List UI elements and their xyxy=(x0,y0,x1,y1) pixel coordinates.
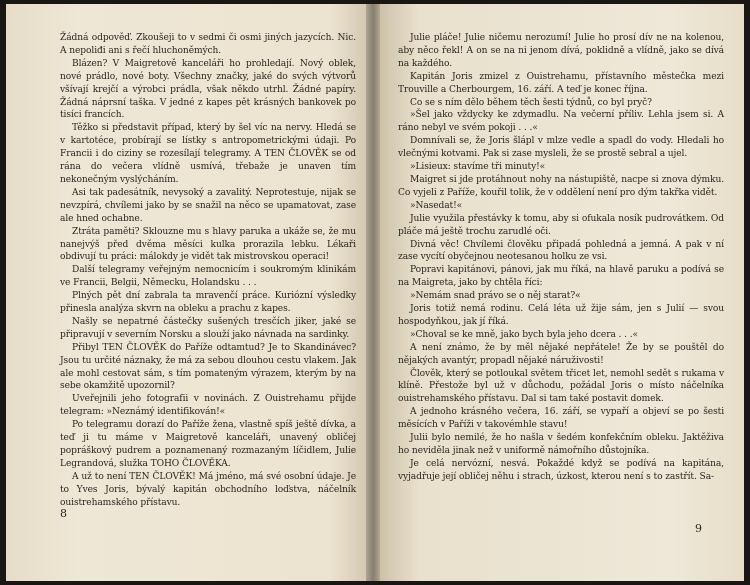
paragraph: »Choval se ke mně, jako bych byla jeho dcera . . .« xyxy=(410,329,638,340)
paragraph: Ztráta paměti? Sklouzne mu s hlavy paruka a ukáže se, že mu nanejvýš před dvěma měsíci kulka prorazila lebku. Lékaři obdivují tu práci: málokdy je vidět tak mistrovskou operaci! xyxy=(60,226,356,263)
paragraph: Blázen? V Maigretově kanceláři ho prohledají. Nový oblek, nové prádlo, nové boty. Všechny značky, jaké do svých výtvorů všívají krejčí a výrobci prádla, však někdo utrhl. Žádné papíry. Žádná náprsní taška. V jedné z kapes pět krásných bankovek po tisíci francích. xyxy=(60,58,356,121)
paragraph: Co se s ním dělo během těch šesti týdnů, co byl pryč? xyxy=(410,97,652,108)
paragraph: A není známo, že by měl nějaké nepřátele! Že by se pouštěl do nějakých avantýr, propadl nějaké náruživosti! xyxy=(398,342,724,366)
paragraph: Plných pět dní zabrala ta mravenčí práce. Kuriózní výsledky přinesla analýza skvrn na obleku a prachu z kapes. xyxy=(60,291,356,315)
paragraph: Kapitán Joris zmizel z Ouistrehamu, přístavního městečka mezi Trouville a Cherbourgem, 16. září. A teď je konec října. xyxy=(398,71,724,95)
paragraph: Člověk, který se potloukal světem třicet let, nemohl sedět s rukama v klíně. Přestože byl už v důchodu, požádal Joris o místo náčelníka ouistrehamského přístavu. Dal si tam také postavit domek. xyxy=(398,368,724,405)
paragraph: Po telegramu dorazí do Paříže žena, vlastně spíš ještě dívka, a teď ji tu máme v Maigretově kanceláři, unavený obličej popráškový pudrem a poznamenaný rozmazaným líčidlem, Julie Legrandová, služka TOHO ČLOVĚKA. xyxy=(60,420,356,469)
paragraph: »Lisieux: stavíme tři minuty!« xyxy=(410,162,546,173)
paragraph: Divná věc! Chvílemi člověku připadá pohledná a jemná. A pak v ní zase vycítí obyčejnou neotesanou holku ze vsi. xyxy=(398,239,724,263)
paragraph: A už to není TEN ČLOVĚK! Má jméno, má své osobní údaje. Je to Yves Joris, bývalý kapitán obchodního loďstva, náčelník ouistrehamského přístavu. xyxy=(60,471,356,508)
paragraph: Je celá nervózní, nesvá. Pokaždé když se podívá na kapitána, vyjadřuje její obličej něhu i strach, úzkost, kterou není s to zastřít. Sa- xyxy=(398,458,724,482)
paragraph: Další telegramy veřejným nemocnicím i soukromým klinikám ve Francii, Belgii, Německu, Holandsku . . . xyxy=(60,265,356,289)
paragraph: Asi tak padesátník, nevysoký a zavalitý. Neprotestuje, nijak se nevzpírá, chvílemi jako by se snažil na něco se upamatovat, zase ale hned ochabne. xyxy=(60,187,356,224)
paragraph: Joris totiž nemá rodinu. Celá léta už žije sám, jen s Julií — svou hospodyňkou, jak jí říká. xyxy=(398,304,724,327)
paragraph: »Nemám snad právo se o něj starat?« xyxy=(410,291,581,302)
paragraph: »Nasedat!« xyxy=(410,200,463,211)
book-spread xyxy=(6,4,744,581)
paragraph: A jednoho krásného večera, 16. září, se vypaří a objeví se po šesti měsících v Paříži v takovémhle stavu! xyxy=(398,407,724,431)
paragraph: Těžko si představit případ, který by šel víc na nervy. Hledá se v kartotéce, probírají se lístky s antropometrickými údaji. Po Francii i do ciziny se rozesílají telegramy. A TEN ČLOVĚK se od rána do večera vlídně usmívá, třebaže je unaven tím nekonečným vyslýcháním. xyxy=(60,123,356,185)
paragraph: Julie pláče! Julie ničemu nerozumí! Julie ho prosí dív ne na kolenou, aby něco řekl! A on se na ni jenom dívá, poklidně a vlídně, jako se dívá na každého. xyxy=(398,33,724,69)
paragraph: Uveřejnili jeho fotografii v novinách. Z Ouistrehamu přijde telegram: »Neznámý identifikován!« xyxy=(60,394,356,418)
paragraph: Našly se nepatrné částečky sušených tresčích jiker, jaké se připravují v severním Norsku a slouží jako návnada na sardinky. xyxy=(60,316,356,340)
paragraph: Žádná odpověď. Zkoušeji to v sedmi či osmi jiných jazycích. Nic. A nepoliđi ani s řečí hluchoněmých. xyxy=(60,33,356,56)
paragraph: Julii bylo nemilé, že ho našla v šedém konfekčním obleku. Jaktěživa ho neviděla jinak než v uniformě námořního důstojníka. xyxy=(398,433,724,456)
paragraph: »Šel jako vždycky ke zdymadlu. Na večerní příliv. Lehla jsem si. A ráno nebyl ve svém pokoji . . .« xyxy=(398,110,724,134)
page-number-left: 8 xyxy=(60,507,67,520)
paragraph: Maigret si jde protáhnout nohy na nástupiště, nacpe si znova dýmku. Co vyjeli z Paříže, kouřil tolik, že v oddělení není pro dým takřka vidět. xyxy=(398,174,724,198)
right-page xyxy=(374,4,744,581)
paragraph: Popravi kapitánovi, pánovi, jak mu říká, na hlavě paruku a podívá se na Maigreta, jako by chtěla říci: xyxy=(398,265,724,289)
paragraph: Julie využila přestávky k tomu, aby si ofukala nosík pudrovátkem. Od pláče má ještě trochu zarudlé oči. xyxy=(398,213,724,237)
paragraph: Přibyl TEN ČLOVĚK do Paříže odtamtud? Je to Skandinávec? Jsou tu určité náznaky, že má za sebou dlouhou cestu vlakem. Jak ale mohl cestovat sám, s tím pomateným výrazem, kterým by na sebe okamžitě upozornil? xyxy=(60,342,356,392)
right-page-text xyxy=(398,32,724,484)
left-page-text xyxy=(60,32,356,510)
page-number-right: 9 xyxy=(695,522,702,535)
left-page xyxy=(6,4,374,581)
paragraph: Domnívali se, že Joris šlápl v mlze vedle a spadl do vody. Hledali ho vlečnými kotvami. Pak si zase mysleli, že se prostě sebral a ujel. xyxy=(398,136,724,160)
